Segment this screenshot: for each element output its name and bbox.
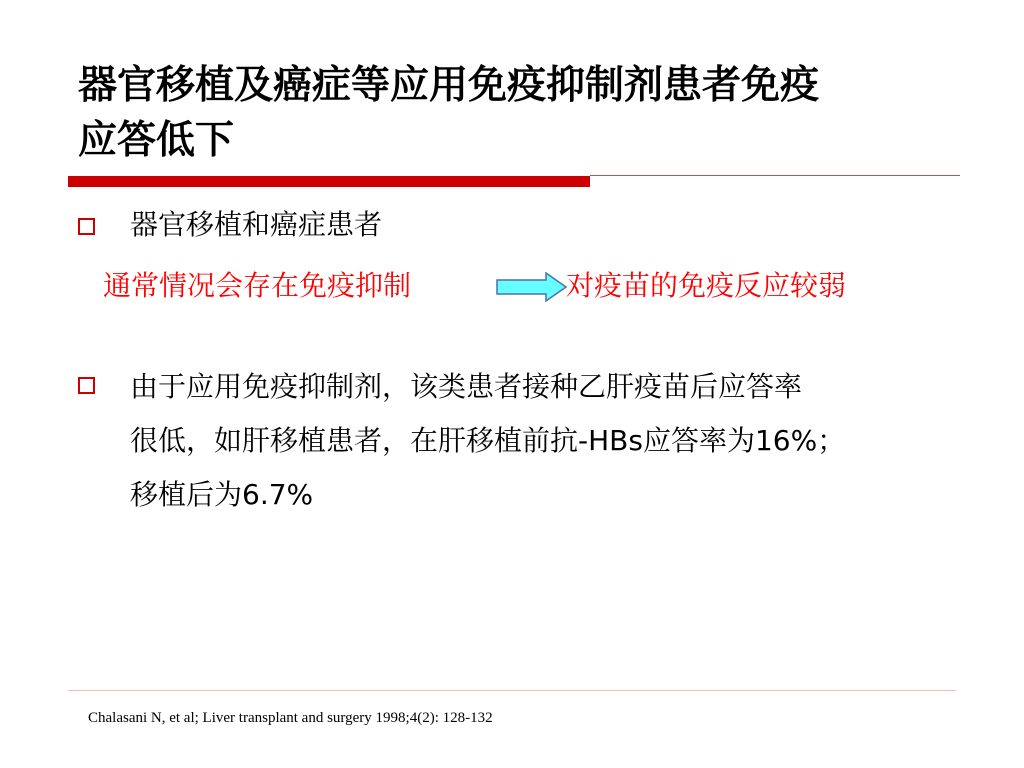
square-bullet-icon (78, 218, 95, 235)
footer-divider (68, 690, 956, 691)
slide-title-line-2: 应答低下 (78, 118, 235, 163)
sub-point (103, 264, 963, 308)
sub-point-right-text: 对疫苗的免疫反应较弱 (566, 269, 847, 302)
bullet-text-2-line-1: 由于应用免疫抑制剂，该类患者接种乙肝疫苗后应答率 (130, 370, 803, 403)
title-divider-thin (590, 175, 960, 176)
title-divider-thick (68, 176, 590, 187)
citation: Chalasani N, et al; Liver transplant and surgery 1998;4(2): 128-132 (88, 710, 493, 726)
bullet-text-2-line-2: 很低，如肝移植患者，在肝移植前抗-HBs应答率为16%； (130, 424, 846, 457)
slide-title (78, 58, 978, 168)
bullet-text-1: 器官移植和癌症患者 (130, 208, 383, 241)
right-arrow-icon (496, 272, 568, 302)
bullet-text-2 (130, 360, 960, 522)
bullet-text-2-line-3: 移植后为6.7% (130, 478, 314, 511)
sub-point-left-text: 通常情况会存在免疫抑制 (103, 269, 412, 302)
slide-title-line-1: 器官移植及癌症等应用免疫抑制剂患者免疫 (78, 63, 820, 108)
square-bullet-icon (78, 377, 95, 394)
